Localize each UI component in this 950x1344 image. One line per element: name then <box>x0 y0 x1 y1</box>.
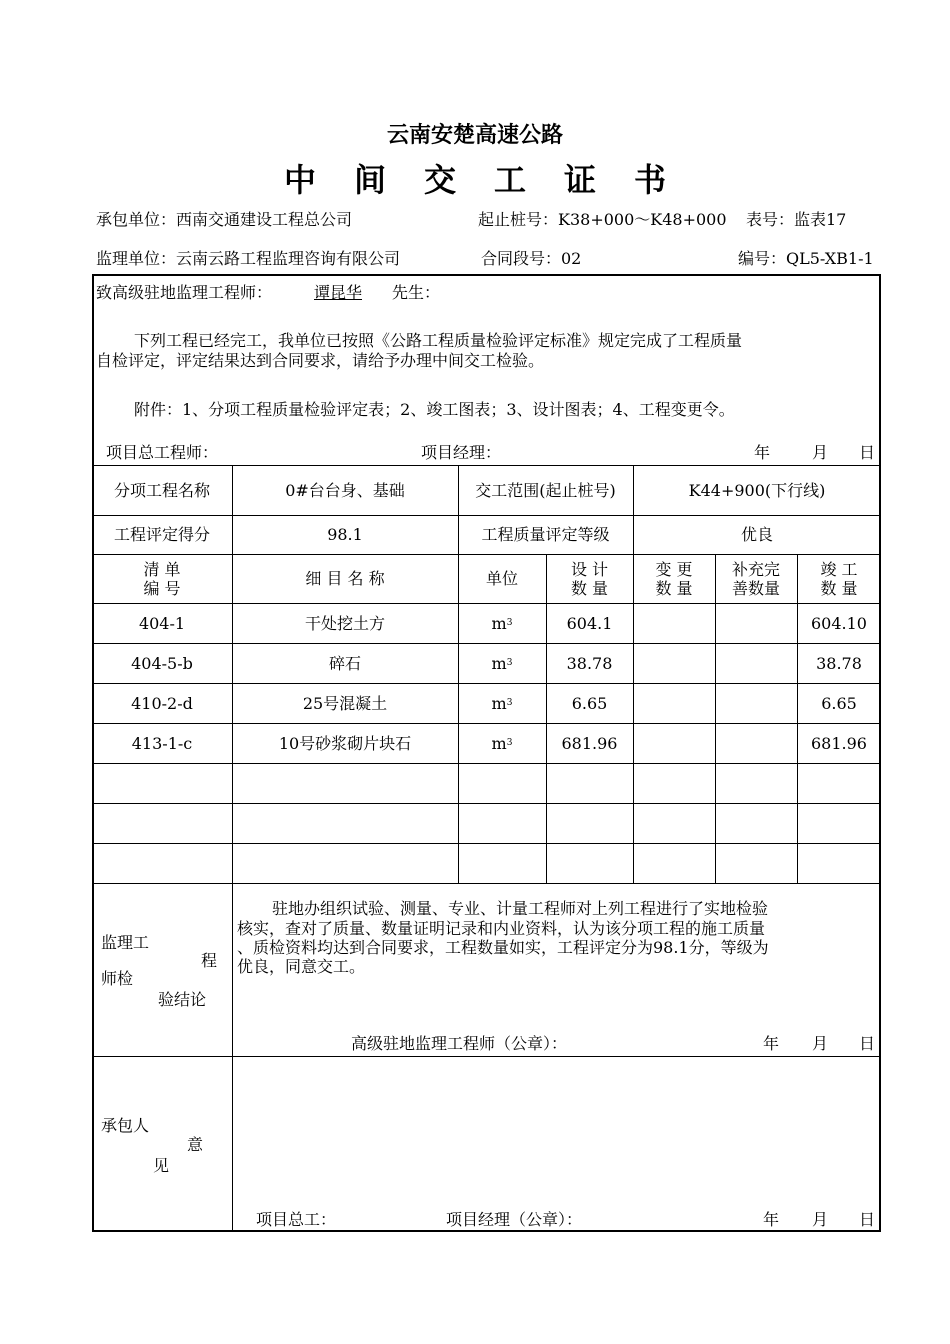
row2-final: 38.78 <box>816 653 862 673</box>
opinion-day: 日 <box>859 1210 876 1229</box>
row4-name: 10号砂浆砌片块石 <box>278 733 412 753</box>
header-supp-line2: 善数量 <box>731 578 780 598</box>
row2-unit-sup: 3 <box>506 657 513 668</box>
item-name: 0#台台身、基础 <box>285 480 405 500</box>
project-manager-label: 项目经理： <box>421 443 502 462</box>
opinion-month: 月 <box>812 1210 829 1229</box>
serial-number: 编号：QL5-XB1-1 <box>738 249 874 268</box>
row4-supp <box>715 723 797 763</box>
header-name: 细 目 名 称 <box>305 569 385 588</box>
conclusion-label-1: 监理工 <box>101 933 150 952</box>
supervisor-unit: 监理单位：云南云路工程监理咨询有限公司 <box>96 249 401 268</box>
row4-final: 681.96 <box>811 733 867 753</box>
opinion-label-2: 意 <box>187 1135 204 1154</box>
header-final-line2: 数 量 <box>820 578 858 598</box>
stake-range: 起止桩号：K38+000～K48+000 <box>478 210 727 229</box>
row1-change <box>633 603 715 643</box>
row4-design: 681.96 <box>561 733 618 753</box>
opinion-label-3: 见 <box>153 1156 170 1175</box>
divider <box>92 843 881 844</box>
row3-unit-text: m <box>491 693 507 713</box>
attachments: 附件：1、分项工程质量检验评定表；2、竣工图表；3、设计图表；4、工程变更令。 <box>134 400 735 419</box>
row1-final: 604.10 <box>811 613 867 633</box>
header-code-line2: 编 号 <box>143 578 181 598</box>
conclusion-text-2: 核实，查对了质量、数量证明记录和内业资料，认为该分项工程的施工质量 <box>237 919 766 938</box>
header-final <box>797 554 881 603</box>
header-unit: 单位 <box>485 569 518 588</box>
row2-supp <box>715 643 797 683</box>
divider <box>92 1056 881 1057</box>
letter-body-line2: 自检评定，评定结果达到合同要求，请给予办理中间交工检验。 <box>96 351 545 370</box>
header-design <box>546 554 633 603</box>
row3-final: 6.65 <box>821 693 857 713</box>
grade-value: 优良 <box>740 525 773 544</box>
opinion-chief-label: 项目总工： <box>256 1210 337 1229</box>
row1-code: 404-1 <box>138 613 186 633</box>
row4-code: 413-1-c <box>131 733 193 753</box>
row4-unit-text: m <box>491 733 507 753</box>
row3-name: 25号混凝土 <box>302 693 388 713</box>
row3-design: 6.65 <box>571 693 608 713</box>
row3-supp <box>715 683 797 723</box>
header-design-line2: 数 量 <box>570 578 609 598</box>
conclusion-year: 年 <box>763 1034 780 1053</box>
document-title: 云南安楚高速公路 <box>386 122 563 148</box>
form-number: 表号：监表17 <box>746 210 847 229</box>
divider <box>92 803 881 804</box>
conclusion-text-4: 优良，同意交工。 <box>237 957 366 976</box>
score-value: 98.1 <box>327 525 363 544</box>
row1-unit <box>458 603 546 643</box>
addressee-prefix: 致高级驻地监理工程师： <box>96 283 273 302</box>
conclusion-label-3: 师检 <box>101 969 134 988</box>
conclusion-label-2: 程 <box>201 951 218 970</box>
row2-name: 碎石 <box>328 653 361 673</box>
row2-code: 404-5-b <box>131 653 193 673</box>
conclusion-text-1: 驻地办组织试验、测量、专业、计量工程师对上列工程进行了实地检验 <box>272 899 769 918</box>
header-change-line1: 变 更 <box>655 559 693 579</box>
row3-change <box>633 683 715 723</box>
row2-unit <box>458 643 546 683</box>
conclusion-month: 月 <box>812 1034 829 1053</box>
header-design-line1: 设 计 <box>570 559 609 579</box>
row3-code: 410-2-d <box>131 693 193 713</box>
conclusion-text-3: 、质检资料均达到合同要求，工程数量如实，工程评定分为98.1分，等级为 <box>237 938 769 957</box>
row2-design: 38.78 <box>566 653 613 673</box>
month-label: 月 <box>812 443 829 462</box>
year-label: 年 <box>754 443 771 462</box>
letter-body-line1: 下列工程已经完工，我单位已按照《公路工程质量检验评定标准》规定完成了工程质量 <box>134 331 743 350</box>
contractor-unit: 承包单位：西南交通建设工程总公司 <box>96 210 353 229</box>
row2-unit-text: m <box>491 653 507 673</box>
header-supplement <box>715 554 797 603</box>
divider <box>92 883 881 884</box>
range-label: 交工范围(起止桩号) <box>475 480 616 500</box>
row1-design: 604.1 <box>566 613 613 633</box>
chief-engineer-label: 项目总工程师： <box>106 443 219 462</box>
row3-unit-sup: 3 <box>506 697 513 708</box>
row1-unit-text: m <box>491 613 507 633</box>
header-change <box>633 554 715 603</box>
item-name-label: 分项工程名称 <box>113 480 210 500</box>
header-supp-line1: 补充完 <box>731 559 780 579</box>
header-code-line1: 清 单 <box>143 559 181 579</box>
row1-unit-sup: 3 <box>506 617 513 628</box>
opinion-year: 年 <box>763 1210 780 1229</box>
conclusion-day: 日 <box>859 1034 876 1053</box>
addressee-suffix: 先生： <box>392 283 441 302</box>
score-label: 工程评定得分 <box>113 525 210 544</box>
range-value: K44+900(下行线) <box>688 480 826 500</box>
header-change-line2: 数 量 <box>655 578 693 598</box>
day-label: 日 <box>859 443 876 462</box>
conclusion-label-4: 验结论 <box>158 990 207 1009</box>
row2-change <box>633 643 715 683</box>
supervisor-signature-label: 高级驻地监理工程师（公章）： <box>351 1034 568 1053</box>
row4-unit <box>458 723 546 763</box>
document-subtitle: 中间交工证书 <box>283 161 704 199</box>
header-code <box>92 554 232 603</box>
row4-unit-sup: 3 <box>506 737 513 748</box>
opinion-label-1: 承包人 <box>101 1116 150 1135</box>
engineer-name: 谭昆华 <box>314 283 363 302</box>
row3-unit <box>458 683 546 723</box>
header-final-line1: 竣 工 <box>820 559 858 579</box>
opinion-manager-label: 项目经理（公章）： <box>446 1210 583 1229</box>
grade-label: 工程质量评定等级 <box>481 525 610 544</box>
divider <box>92 763 881 764</box>
row4-change <box>633 723 715 763</box>
contract-section: 合同段号：02 <box>481 249 582 268</box>
row1-name: 干处挖土方 <box>304 613 385 633</box>
row1-supp <box>715 603 797 643</box>
